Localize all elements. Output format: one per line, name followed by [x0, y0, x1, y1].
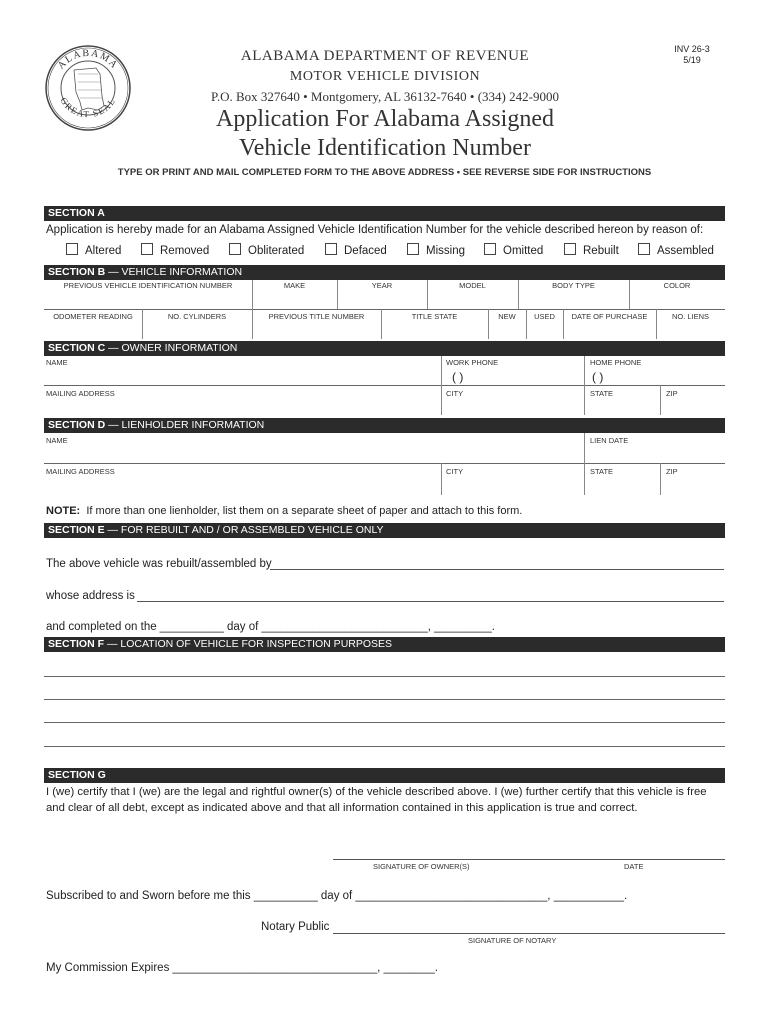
rebuilder-address-label: whose address is: [46, 590, 135, 602]
division-name: MOTOR VEHICLE DIVISION: [289, 69, 481, 84]
rebuilder-address-line[interactable]: [137, 601, 724, 602]
vehicle-field-body-type: BODY TYPE: [552, 281, 595, 290]
section-b-header: SECTION B — VEHICLE INFORMATION: [44, 265, 725, 280]
vehicle-field-new: NEW: [498, 312, 516, 321]
notary-signature-label: SIGNATURE OF NOTARY: [468, 936, 557, 945]
section-a-header: SECTION A: [44, 206, 725, 221]
checkbox-altered[interactable]: [66, 243, 78, 255]
work-phone-label: WORK PHONE: [446, 358, 499, 367]
reason-label-altered: Altered: [85, 245, 122, 257]
lienholder-name-label: NAME: [46, 436, 68, 445]
great-seal-icon: [44, 44, 132, 132]
section-c-header: SECTION C — OWNER INFORMATION: [44, 341, 725, 356]
dept-name: ALABAMA DEPARTMENT OF REVENUE: [240, 48, 530, 64]
notary-signature-line[interactable]: [333, 933, 725, 934]
vehicle-field-previous-vehicle-identification-number: PREVIOUS VEHICLE IDENTIFICATION NUMBER: [63, 281, 233, 290]
certification-line2: and clear of all debt, except as indicated above and that all information contained in this application is true and correct.: [46, 802, 638, 814]
section-f-header: SECTION F — LOCATION OF VEHICLE FOR INSPECTION PURPOSES: [44, 637, 725, 652]
vehicle-field-model: MODEL: [459, 281, 486, 290]
svg-text:GREAT SEAL: [58, 96, 117, 120]
dept-address: P.O. Box 327640 • Montgomery, AL 36132-7640 • (334) 242-9000: [211, 89, 559, 104]
notary-public-label: Notary Public: [261, 921, 330, 933]
svg-text:ALABAMA: [56, 48, 120, 72]
checkbox-assembled[interactable]: [638, 243, 650, 255]
rebuilt-by-line[interactable]: [270, 569, 724, 570]
vehicle-field-title-state: TITLE STATE: [411, 312, 458, 321]
reason-label-obliterated: Obliterated: [248, 245, 305, 257]
reason-label-assembled: Assembled: [657, 245, 714, 257]
lienholder-mailing-label: MAILING ADDRESS: [46, 467, 115, 476]
owner-signature-line[interactable]: [333, 859, 725, 860]
owner-state-label: STATE: [590, 389, 614, 398]
form-number: INV 26-3: [674, 44, 710, 54]
lienholder-zip-label: ZIP: [666, 467, 678, 476]
certification-line1: I (we) certify that I (we) are the legal and rightful owner(s) of the vehicle described above. I (we) further certify that this vehicle is free: [46, 786, 707, 798]
work-phone-area[interactable]: ( ): [452, 370, 464, 384]
lien-date-label: LIEN DATE: [590, 436, 629, 445]
vehicle-field-previous-title-number: PREVIOUS TITLE NUMBER: [268, 312, 365, 321]
owner-city-label: CITY: [446, 389, 464, 398]
location-line-3[interactable]: [44, 722, 725, 723]
checkbox-omitted[interactable]: [484, 243, 496, 255]
vehicle-field-used: USED: [534, 312, 555, 321]
form-title-line2: Vehicle Identification Number: [239, 135, 531, 161]
instructions: TYPE OR PRINT AND MAIL COMPLETED FORM TO THE ABOVE ADDRESS • SEE REVERSE SIDE FOR INSTRUCTIONS: [117, 167, 652, 178]
checkbox-missing[interactable]: [407, 243, 419, 255]
checkbox-obliterated[interactable]: [229, 243, 241, 255]
checkbox-removed[interactable]: [141, 243, 153, 255]
reason-label-missing: Missing: [426, 245, 465, 257]
note-text: NOTE: If more than one lienholder, list them on a separate sheet of paper and attach to this form.: [46, 505, 523, 517]
vehicle-field-odometer-reading: ODOMETER READING: [53, 312, 133, 321]
section-a-text: Application is hereby made for an Alabama Assigned Vehicle Identification Number for the vehicle described hereon by reason of:: [46, 224, 704, 236]
vehicle-field-color: COLOR: [663, 281, 691, 290]
form-date: 5/19: [683, 55, 701, 65]
subscribed-sworn-text[interactable]: Subscribed to and Sworn before me this __________ day of ______________________________, ___________.: [46, 890, 628, 902]
vehicle-field-year: YEAR: [371, 281, 393, 290]
form-title-line1: Application For Alabama Assigned: [216, 106, 554, 132]
owner-signature-label: SIGNATURE OF OWNER(S): [373, 862, 470, 871]
checkbox-rebuilt[interactable]: [564, 243, 576, 255]
home-phone-label: HOME PHONE: [590, 358, 642, 367]
owner-name-label: NAME: [46, 358, 68, 367]
section-g-header: SECTION G: [44, 768, 725, 783]
reason-label-rebuilt: Rebuilt: [583, 245, 619, 257]
section-e-header: SECTION E — FOR REBUILT AND / OR ASSEMBLED VEHICLE ONLY: [44, 523, 725, 538]
reason-label-defaced: Defaced: [344, 245, 387, 257]
vehicle-field-no-liens: NO. LIENS: [671, 312, 710, 321]
signature-date-label: DATE: [624, 862, 644, 871]
vehicle-field-make: MAKE: [283, 281, 306, 290]
checkbox-defaced[interactable]: [325, 243, 337, 255]
seal-text-top: ALABAMA: [55, 47, 121, 72]
home-phone-area[interactable]: ( ): [592, 370, 604, 384]
vehicle-field-date-of-purchase: DATE OF PURCHASE: [571, 312, 648, 321]
location-line-4[interactable]: [44, 746, 725, 747]
owner-mailing-label: MAILING ADDRESS: [46, 389, 115, 398]
reason-label-omitted: Omitted: [503, 245, 544, 257]
completed-on-text[interactable]: and completed on the __________ day of __________________________, _________.: [46, 621, 495, 633]
commission-expires-text[interactable]: My Commission Expires ________________________________, ________.: [46, 962, 438, 974]
lienholder-city-label: CITY: [446, 467, 464, 476]
location-line-2[interactable]: [44, 699, 725, 700]
reason-label-removed: Removed: [160, 245, 210, 257]
owner-zip-label: ZIP: [666, 389, 678, 398]
location-line-1[interactable]: [44, 676, 725, 677]
rebuilt-by-label: The above vehicle was rebuilt/assembled by: [46, 558, 272, 570]
vehicle-field-no-cylinders: NO. CYLINDERS: [167, 312, 227, 321]
section-d-header: SECTION D — LIENHOLDER INFORMATION: [44, 418, 725, 433]
lienholder-state-label: STATE: [590, 467, 614, 476]
seal-text-bottom: GREAT SEAL: [58, 95, 118, 120]
